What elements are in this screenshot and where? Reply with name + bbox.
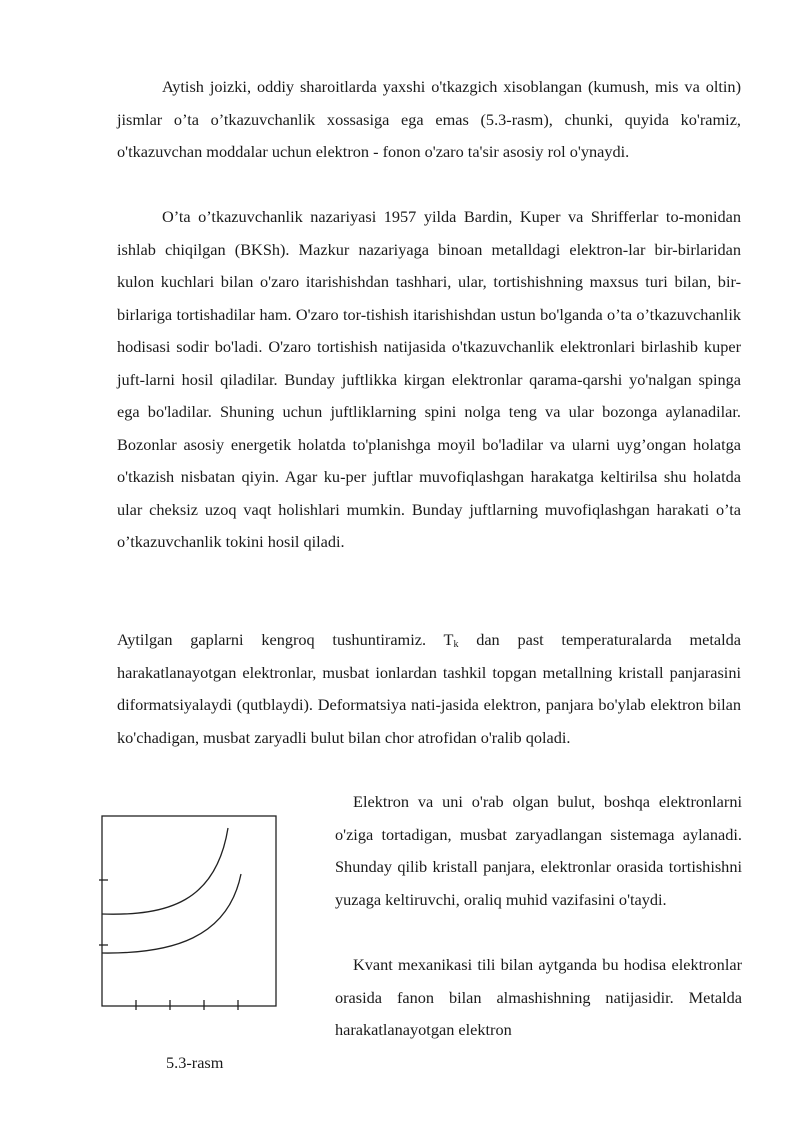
graph-frame (102, 816, 276, 1006)
paragraph-bcs-theory: O’ta o’tkazuvchanlik nazariyasi 1957 yilda Bardin, Kuper va Shrifferlar to-monidan ishlab chiqilgan (BKSh). Mazkur nazariyaga binoan metalldagi elektron-lar bir-birlaridan kulon kuchlari bilan o'zaro itarishishdan tashhari, ular, tortishishning maxsus turi bilan, bir-birlariga tortishadilar ham. O'zaro tor-tishish itarishishdan ustun bo'lganda o’ta o’tkazuvchanlik hodisasi sodir bo'ladi. O'zaro tortishish natijasida o'tkazuvchanlik elektronlari birlashib kuper juft-larni hosil qiladilar. Bunday juftlikka kirgan elektronlar qarama-qarshi yo'nalgan spinga ega bo'ladilar. Shuning uchun juftliklarning spini nolga teng va ular bozonga aylanadilar. Bozonlar asosiy energetik holatda to'planishga moyil bo'ladilar va ularni uyg’ongan holatga o'tkazish nisbatan qiyin. Agar ku-per juftlar muvofiqlashgan harakatga keltirilsa shu holatda ular cheksiz uzoq vaqt holishlari mumkin. Bunday juftlarning muvofiqlashgan harakati o’ta o’tkazuvchanlik tokini hosil qiladi. (117, 207, 741, 551)
paragraph-superconductivity-intro: Aytish joizki, oddiy sharoitlarda yaxshi o'tkazgich xisoblangan (kumush, mis va oltin) jismlar o’ta o’tkazuvchanlik xossasiga ega emas (5.3-rasm), chunki, quyida ko'ramiz, o'tkazuvchan moddalar uchun elektron - fonon o'zaro ta'sir asosiy rol o'ynaydi. (117, 77, 741, 161)
paragraph-text-part: dan past temperaturalarda metalda harakatlanayotgan elektronlar, musbat ionlardan tashkil topgan metallning kristall panjarasini diformatsiyalaydi (qutblaydi). Deformatsiya nati-jasida elektron, panjara bo'ylab elektron bilan ko'chadigan, musbat zaryadli bulut bilan chor atrofidan o'ralib qoladi. (117, 630, 741, 747)
paragraph-text-part: Aytilgan gaplarni kengroq tushuntiramiz. T (117, 630, 454, 649)
paragraph-quantum-mechanics: Kvant mexanikasi tili bilan aytganda bu hodisa elektronlar orasida fanon bilan almashishning natijasidir. Metalda harakatlanayotgan elektron (335, 955, 742, 1039)
tk-subscript: k (453, 639, 459, 650)
upper-curve (102, 828, 228, 914)
paragraph-electron-cloud: Elektron va uni o'rab olgan bulut, boshqa elektronlarni o'ziga tortadigan, musbat zaryadlangan sistemaga aylanadi. Shunday qilib kristall panjara, elektronlar orasida tortishishni yuzaga keltiruvchi, oraliq muhid vazifasini o'taydi. (335, 792, 742, 909)
figure-graph (98, 812, 282, 1012)
figure-5-3 (98, 812, 282, 1012)
figure-caption: 5.3-rasm (166, 1053, 224, 1072)
paragraph-lattice-deformation (117, 624, 741, 754)
